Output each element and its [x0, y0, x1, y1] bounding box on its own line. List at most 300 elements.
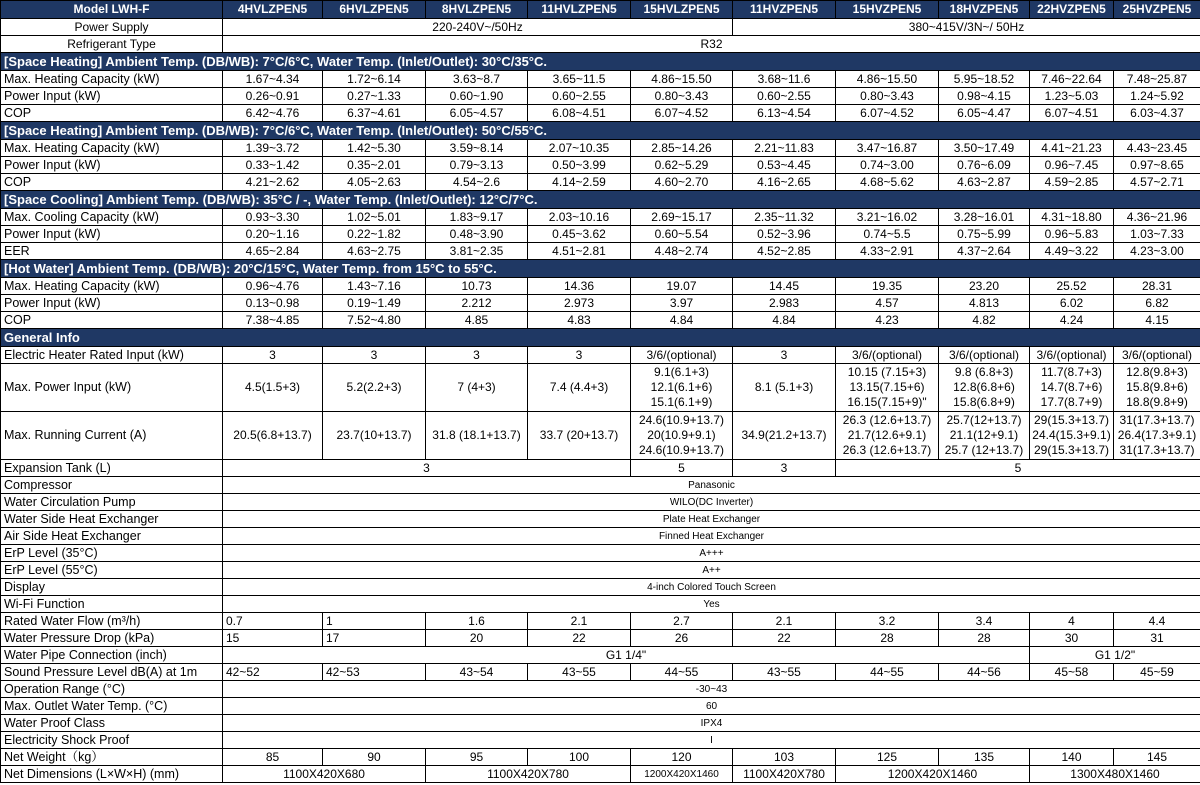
value-cell: 4.82: [939, 312, 1030, 329]
value-cell: 4.41~21.23: [1030, 140, 1114, 157]
model-header: 11HVZPEN5: [733, 1, 836, 19]
range-row: [1, 681, 1200, 698]
value-cell: 3.28~16.01: [939, 209, 1030, 226]
cell-line: 26.3 (12.6+13.7): [842, 443, 932, 457]
model-header: 8HVLZPEN5: [426, 1, 528, 19]
value-cell: 4-inch Colored Touch Screen: [223, 579, 1200, 596]
value-cell: 2.212: [426, 295, 528, 312]
value-cell: 19.07: [631, 278, 733, 295]
row-label: Air Side Heat Exchanger: [1, 528, 223, 545]
value-cell: 0.60~5.54: [631, 226, 733, 243]
erp55-row: [1, 562, 1200, 579]
value-cell: 4.14~2.59: [528, 174, 631, 191]
value-cell: 0.52~3.96: [733, 226, 836, 243]
row-label: Max. Cooling Capacity (kW): [1, 209, 223, 226]
value-cell: [939, 412, 1030, 460]
value-cell: 135: [939, 749, 1030, 766]
model-header: 15HVZPEN5: [836, 1, 939, 19]
model-header: 25HVZPEN5: [1114, 1, 1200, 19]
value-cell: 1.6: [426, 613, 528, 630]
value-cell: 1.39~3.72: [223, 140, 323, 157]
value-cell: 0.74~5.5: [836, 226, 939, 243]
value-cell: 7.52~4.80: [323, 312, 426, 329]
value-cell: 4.49~3.22: [1030, 243, 1114, 260]
cell-line: 33.7 (20+13.7): [539, 428, 619, 442]
value-cell: 0.97~8.65: [1114, 157, 1200, 174]
value-cell: 1.67~4.34: [223, 71, 323, 88]
value-cell: [1114, 412, 1200, 460]
value-cell: 6.42~4.76: [223, 105, 323, 122]
value-cell: A+++: [223, 545, 1200, 562]
value-cell: 1: [323, 613, 426, 630]
value-cell: 3.47~16.87: [836, 140, 939, 157]
value-cell: 42~52: [223, 664, 323, 681]
row-label: COP: [1, 105, 223, 122]
cell-line: 23.7(10+13.7): [336, 428, 412, 442]
value-cell: 4.84: [631, 312, 733, 329]
model-header: 6HVLZPEN5: [323, 1, 426, 19]
value-cell: 4.86~15.50: [631, 71, 733, 88]
data-row: [1, 140, 1200, 157]
data-row: [1, 174, 1200, 191]
data-row: [1, 278, 1200, 295]
value-cell: 0.60~2.55: [733, 88, 836, 105]
value-cell: 15: [223, 630, 323, 647]
value-cell: 145: [1114, 749, 1200, 766]
cell-line: 24.6(10.9+13.7): [638, 443, 725, 457]
value-cell: 4.59~2.85: [1030, 174, 1114, 191]
value-cell: [733, 364, 836, 412]
value-cell: 44~55: [631, 664, 733, 681]
cell-line: 26.3 (12.6+13.7): [842, 413, 932, 427]
value-cell: 28.31: [1114, 278, 1200, 295]
spec-body: [1, 1, 1200, 783]
model-label: Model LWH-F: [1, 1, 223, 19]
row-label: Water Side Heat Exchanger: [1, 511, 223, 528]
value-cell: R32: [223, 36, 1200, 53]
power-supply-row: [1, 19, 1200, 36]
air-hx-row: [1, 528, 1200, 545]
value-cell: 0.75~5.99: [939, 226, 1030, 243]
value-cell: 0.26~0.91: [223, 88, 323, 105]
wifi-row: [1, 596, 1200, 613]
pipe-row: [1, 647, 1200, 664]
value-cell: 5: [631, 460, 733, 477]
value-cell: 30: [1030, 630, 1114, 647]
cell-line: 25.7 (12+13.7): [944, 443, 1024, 457]
value-cell: 3.65~11.5: [528, 71, 631, 88]
value-cell: -30~43: [223, 681, 1200, 698]
value-cell: [426, 412, 528, 460]
model-header: 11HVLZPEN5: [528, 1, 631, 19]
value-cell: 1100X420X680: [223, 766, 426, 783]
value-cell: 5: [836, 460, 1200, 477]
sound-row: [1, 664, 1200, 681]
value-cell: 3.50~17.49: [939, 140, 1030, 157]
data-row: [1, 243, 1200, 260]
row-label: ErP Level (55°C): [1, 562, 223, 579]
value-cell: 4.05~2.63: [323, 174, 426, 191]
value-cell: 4.36~21.96: [1114, 209, 1200, 226]
cell-line: 15.1(6.1+9): [650, 395, 713, 409]
value-cell: 1.43~7.16: [323, 278, 426, 295]
value-cell: 95: [426, 749, 528, 766]
cell-line: 15.8(9.8+6): [1126, 380, 1188, 394]
value-cell: 90: [323, 749, 426, 766]
value-cell: Finned Heat Exchanger: [223, 528, 1200, 545]
value-cell: 4.23~3.00: [1114, 243, 1200, 260]
value-cell: 0.53~4.45: [733, 157, 836, 174]
row-label: Wi-Fi Function: [1, 596, 223, 613]
value-cell: 0.96~7.45: [1030, 157, 1114, 174]
model-header: 15HVLZPEN5: [631, 1, 733, 19]
value-cell: Panasonic: [223, 477, 1200, 494]
value-cell: 6.37~4.61: [323, 105, 426, 122]
row-label: Max. Heating Capacity (kW): [1, 140, 223, 157]
value-cell: 3.68~11.6: [733, 71, 836, 88]
row-label: Sound Pressure Level dB(A) at 1m: [1, 664, 223, 681]
value-cell: 3.63~8.7: [426, 71, 528, 88]
shock-row: [1, 732, 1200, 749]
value-cell: [1030, 364, 1114, 412]
value-cell: 4.54~2.6: [426, 174, 528, 191]
cell-line: 31(17.3+13.7): [1119, 443, 1195, 457]
value-cell: 3: [733, 347, 836, 364]
row-label: Refrigerant Type: [1, 36, 223, 53]
section-header: [1, 260, 1200, 278]
value-cell: 0.20~1.16: [223, 226, 323, 243]
value-cell: 6.05~4.47: [939, 105, 1030, 122]
value-cell: 0.80~3.43: [836, 88, 939, 105]
value-cell: 120: [631, 749, 733, 766]
value-cell: 43~55: [733, 664, 836, 681]
value-cell: 4.57: [836, 295, 939, 312]
value-cell: [939, 364, 1030, 412]
row-label: Power Input (kW): [1, 226, 223, 243]
section-header: [1, 329, 1200, 347]
value-cell: 4.65~2.84: [223, 243, 323, 260]
cell-line: 4.5(1.5+3): [244, 380, 301, 394]
value-cell: 22: [733, 630, 836, 647]
value-cell: 43~55: [528, 664, 631, 681]
outlet-row: [1, 698, 1200, 715]
value-cell: 2.973: [528, 295, 631, 312]
row-label: Power Input (kW): [1, 157, 223, 174]
cell-line: 15.8(6.8+9): [953, 395, 1015, 409]
row-label: Electricity Shock Proof: [1, 732, 223, 749]
value-cell: 3.21~16.02: [836, 209, 939, 226]
row-label: Power Input (kW): [1, 88, 223, 105]
row-label: EER: [1, 243, 223, 260]
header-row: [1, 1, 1200, 19]
data-row: [1, 88, 1200, 105]
value-cell: 44~55: [836, 664, 939, 681]
row-label: Rated Water Flow (m³/h): [1, 613, 223, 630]
section-header: [1, 122, 1200, 140]
value-cell: 4: [1030, 613, 1114, 630]
value-cell: 4.57~2.71: [1114, 174, 1200, 191]
cell-line: 24.6(10.9+13.7): [638, 413, 725, 427]
cell-line: 25.7(12+13.7): [946, 413, 1022, 427]
cell-line: 8.1 (5.1+3): [754, 380, 814, 394]
cell-line: 31(17.3+13.7): [1119, 413, 1195, 427]
value-cell: 60: [223, 698, 1200, 715]
value-cell: [1114, 364, 1200, 412]
max-power-row: [1, 364, 1200, 412]
value-cell: 4.63~2.75: [323, 243, 426, 260]
value-cell: [631, 364, 733, 412]
value-cell: [426, 364, 528, 412]
value-cell: G1 1/4": [223, 647, 1030, 664]
cell-line: 29(15.3+13.7): [1033, 443, 1110, 457]
cell-line: 13.15(7.15+6): [849, 380, 925, 394]
value-cell: 2.1: [528, 613, 631, 630]
row-label: Max. Heating Capacity (kW): [1, 71, 223, 88]
value-cell: 1100X420X780: [426, 766, 631, 783]
cell-line: 9.1(6.1+3): [653, 365, 710, 379]
row-label: Net Weight（kg）: [1, 749, 223, 766]
cell-line: 7.4 (4.4+3): [549, 380, 609, 394]
section-title: [Space Cooling] Ambient Temp. (DB/WB): 35°C / -, Water Temp. (Inlet/Outlet): 12°C/7°C.: [1, 191, 1200, 209]
value-cell: 31: [1114, 630, 1200, 647]
value-cell: 45~59: [1114, 664, 1200, 681]
value-cell: 0.79~3.13: [426, 157, 528, 174]
value-cell: [528, 364, 631, 412]
value-cell: 0.50~3.99: [528, 157, 631, 174]
value-cell: 0.48~3.90: [426, 226, 528, 243]
value-cell: 0.19~1.49: [323, 295, 426, 312]
value-cell: 4.84: [733, 312, 836, 329]
value-cell: 6.08~4.51: [528, 105, 631, 122]
model-header: 22HVZPEN5: [1030, 1, 1114, 19]
row-label: Water Pressure Drop (kPa): [1, 630, 223, 647]
value-cell: 4.48~2.74: [631, 243, 733, 260]
data-row: [1, 209, 1200, 226]
value-cell: 1300X480X1460: [1030, 766, 1200, 783]
value-cell: 0.62~5.29: [631, 157, 733, 174]
value-cell: 2.07~10.35: [528, 140, 631, 157]
value-cell: 0.27~1.33: [323, 88, 426, 105]
value-cell: [223, 412, 323, 460]
value-cell: 4.813: [939, 295, 1030, 312]
value-cell: 4.60~2.70: [631, 174, 733, 191]
value-cell: I: [223, 732, 1200, 749]
value-cell: 2.35~11.32: [733, 209, 836, 226]
value-cell: 3.4: [939, 613, 1030, 630]
proof-row: [1, 715, 1200, 732]
cell-line: 9.8 (6.8+3): [954, 365, 1014, 379]
value-cell: 0.98~4.15: [939, 88, 1030, 105]
cell-line: 31.8 (18.1+13.7): [432, 428, 521, 442]
value-cell: 3.97: [631, 295, 733, 312]
value-cell: G1 1/2": [1030, 647, 1200, 664]
cell-line: 12.1(6.1+6): [650, 380, 713, 394]
expansion-row: [1, 460, 1200, 477]
cell-line: 17.7(8.7+9): [1040, 395, 1103, 409]
value-cell: 4.86~15.50: [836, 71, 939, 88]
heater-row: [1, 347, 1200, 364]
value-cell: 1200X420X1460: [836, 766, 1030, 783]
value-cell: 100: [528, 749, 631, 766]
value-cell: 6.02: [1030, 295, 1114, 312]
value-cell: 1200X420X1460: [631, 766, 733, 783]
value-cell: 1.02~5.01: [323, 209, 426, 226]
value-cell: Plate Heat Exchanger: [223, 511, 1200, 528]
value-cell: 10.73: [426, 278, 528, 295]
value-cell: 2.983: [733, 295, 836, 312]
value-cell: 3/6/(optional): [1030, 347, 1114, 364]
value-cell: 25.52: [1030, 278, 1114, 295]
row-label: ErP Level (35°C): [1, 545, 223, 562]
value-cell: 3: [223, 347, 323, 364]
value-cell: 6.07~4.52: [631, 105, 733, 122]
row-label: Water Proof Class: [1, 715, 223, 732]
value-cell: 3: [426, 347, 528, 364]
display-row: [1, 579, 1200, 596]
value-cell: A++: [223, 562, 1200, 579]
value-cell: 1.24~5.92: [1114, 88, 1200, 105]
value-cell: 7.48~25.87: [1114, 71, 1200, 88]
row-label: Expansion Tank (L): [1, 460, 223, 477]
value-cell: 23.20: [939, 278, 1030, 295]
row-label: Max. Power Input (kW): [1, 364, 223, 412]
value-cell: 3/6/(optional): [631, 347, 733, 364]
cell-line: 12.8(9.8+3): [1126, 365, 1188, 379]
value-cell: 17: [323, 630, 426, 647]
pump-row: [1, 494, 1200, 511]
dims-row: [1, 766, 1200, 783]
value-cell: [733, 412, 836, 460]
model-header: 18HVZPEN5: [939, 1, 1030, 19]
value-cell: 3.59~8.14: [426, 140, 528, 157]
value-cell: [323, 364, 426, 412]
value-cell: 3.2: [836, 613, 939, 630]
row-label: Max. Heating Capacity (kW): [1, 278, 223, 295]
value-cell: 125: [836, 749, 939, 766]
value-cell: 2.03~10.16: [528, 209, 631, 226]
value-cell: 4.52~2.85: [733, 243, 836, 260]
value-cell: 4.68~5.62: [836, 174, 939, 191]
row-label: Compressor: [1, 477, 223, 494]
value-cell: 42~53: [323, 664, 426, 681]
cell-line: 24.4(15.3+9.1): [1032, 428, 1111, 442]
value-cell: 4.51~2.81: [528, 243, 631, 260]
data-row: [1, 157, 1200, 174]
value-cell: 28: [939, 630, 1030, 647]
data-row: [1, 312, 1200, 329]
value-cell: [323, 412, 426, 460]
cell-line: 21.7(12.6+9.1): [847, 428, 927, 442]
value-cell: 4.85: [426, 312, 528, 329]
cell-line: 34.9(21.2+13.7): [741, 428, 827, 442]
value-cell: 6.03~4.37: [1114, 105, 1200, 122]
value-cell: 4.21~2.62: [223, 174, 323, 191]
value-cell: [836, 412, 939, 460]
value-cell: 2.7: [631, 613, 733, 630]
value-cell: 3: [223, 460, 631, 477]
row-label: Water Pipe Connection (inch): [1, 647, 223, 664]
row-label: Power Supply: [1, 19, 223, 36]
value-cell: 4.37~2.64: [939, 243, 1030, 260]
cell-line: 21.1(12+9.1): [949, 428, 1019, 442]
value-cell: 3/6/(optional): [836, 347, 939, 364]
value-cell: 85: [223, 749, 323, 766]
value-cell: 0.60~1.90: [426, 88, 528, 105]
section-title: [Space Heating] Ambient Temp. (DB/WB): 7°C/6°C, Water Temp. (Inlet/Outlet): 50°C/55°C.: [1, 122, 1200, 140]
value-cell: [836, 364, 939, 412]
section-header: [1, 53, 1200, 71]
value-cell: 140: [1030, 749, 1114, 766]
value-cell: 0.35~2.01: [323, 157, 426, 174]
section-title: [Hot Water] Ambient Temp. (DB/WB): 20°C/15°C, Water Temp. from 15°C to 55°C.: [1, 260, 1200, 278]
erp35-row: [1, 545, 1200, 562]
value-cell: 20: [426, 630, 528, 647]
max-current-row: [1, 412, 1200, 460]
value-cell: 2.85~14.26: [631, 140, 733, 157]
cell-line: 20.5(6.8+13.7): [233, 428, 312, 442]
value-cell: 6.82: [1114, 295, 1200, 312]
value-cell: 28: [836, 630, 939, 647]
value-cell: 4.63~2.87: [939, 174, 1030, 191]
value-cell: Yes: [223, 596, 1200, 613]
value-cell: 14.45: [733, 278, 836, 295]
value-cell: 4.15: [1114, 312, 1200, 329]
value-cell: 26: [631, 630, 733, 647]
row-label: Power Input (kW): [1, 295, 223, 312]
value-cell: 0.96~5.83: [1030, 226, 1114, 243]
section-header: [1, 191, 1200, 209]
row-label: Net Dimensions (L×W×H) (mm): [1, 766, 223, 783]
model-header: 4HVLZPEN5: [223, 1, 323, 19]
cell-line: 26.4(17.3+9.1): [1117, 428, 1197, 442]
value-cell: 0.7: [223, 613, 323, 630]
section-title: [Space Heating] Ambient Temp. (DB/WB): 7°C/6°C, Water Temp. (Inlet/Outlet): 30°C/35°C.: [1, 53, 1200, 71]
cell-line: 5.2(2.2+3): [346, 380, 402, 394]
value-cell: 0.60~2.55: [528, 88, 631, 105]
pressure-row: [1, 630, 1200, 647]
cell-line: 7 (4+3): [457, 380, 496, 394]
value-cell: 4.4: [1114, 613, 1200, 630]
value-cell: 380~415V/3N~/ 50Hz: [733, 19, 1200, 36]
value-cell: 6.05~4.57: [426, 105, 528, 122]
value-cell: 0.96~4.76: [223, 278, 323, 295]
data-row: [1, 105, 1200, 122]
value-cell: 0.13~0.98: [223, 295, 323, 312]
value-cell: 4.23: [836, 312, 939, 329]
value-cell: 4.16~2.65: [733, 174, 836, 191]
value-cell: [1030, 412, 1114, 460]
value-cell: 7.46~22.64: [1030, 71, 1114, 88]
value-cell: 1.23~5.03: [1030, 88, 1114, 105]
cell-line: 14.7(8.7+6): [1040, 380, 1103, 394]
value-cell: 2.21~11.83: [733, 140, 836, 157]
row-label: COP: [1, 174, 223, 191]
water-hx-row: [1, 511, 1200, 528]
cell-line: 12.8(6.8+6): [953, 380, 1015, 394]
value-cell: IPX4: [223, 715, 1200, 732]
data-row: [1, 71, 1200, 88]
row-label: Operation Range (°C): [1, 681, 223, 698]
value-cell: 3/6/(optional): [939, 347, 1030, 364]
value-cell: 19.35: [836, 278, 939, 295]
cell-line: 11.7(8.7+3): [1041, 365, 1102, 379]
cell-line: 10.15 (7.15+3): [847, 365, 927, 379]
value-cell: 6.07~4.52: [836, 105, 939, 122]
value-cell: 0.22~1.82: [323, 226, 426, 243]
value-cell: 45~58: [1030, 664, 1114, 681]
row-label: Max. Outlet Water Temp. (°C): [1, 698, 223, 715]
value-cell: [223, 364, 323, 412]
